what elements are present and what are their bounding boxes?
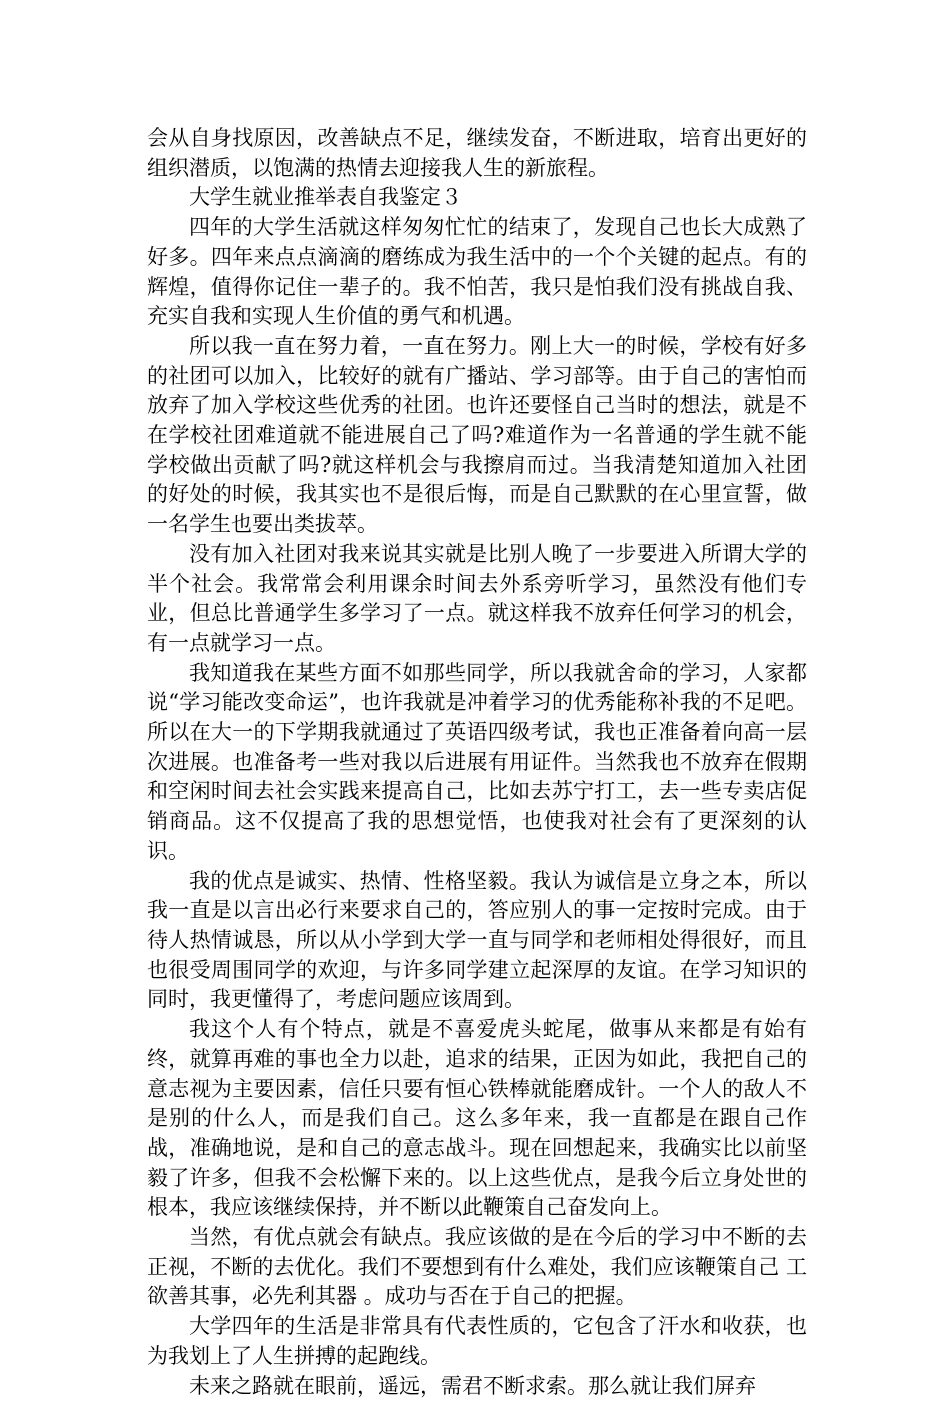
paragraph: 所以我一直在努力着，一直在努力。刚上大一的时候，学校有好多的社团可以加入，比较好的就有广播站、学习部等。由于自己的害怕而放弃了加入学校这些优秀的社团。也许还要怪自己当时的想法，就是不在学校社团难道就不能进展自己了吗?难道作为一名普通的学生就不能学校做出贡献了吗?就这样机会与我擦肩而过。当我清楚知道加入社团的好处的时候，我其实也不是很后悔，而是自己默默的在心里宣誓，做一名学生也要出类拔萃。 <box>147 333 807 537</box>
document-body <box>147 124 807 1401</box>
paragraph: 没有加入社团对我来说其实就是比别人晚了一步要进入所谓大学的半个社会。我常常会利用课余时间去外系旁听学习，虽然没有他们专业，但总比普通学生多学习了一点。就这样我不放弃任何学习的机会，有一点就学习一点。 <box>147 541 807 655</box>
paragraph-continuation: 会从自身找原因，改善缺点不足，继续发奋，不断进取，培育出更好的组织潜质，以饱满的热情去迎接我人生的新旅程。 <box>147 126 807 180</box>
paragraph: 我这个人有个特点，就是不喜爱虎头蛇尾，做事从来都是有始有终，就算再难的事也全力以赴，追求的结果，正因为如此，我把自己的意志视为主要因素，信任只要有恒心铁棒就能磨成针。一个人的敌人不是别的什么人，而是我们自己。这么多年来，我一直都是在跟自己作战，准确地说，是和自己的意志战斗。现在回想起来，我确实比以前坚毅了许多，但我不会松懈下来的。以上这些优点，是我今后立身处世的根本，我应该继续保持，并不断以此鞭策自己奋发向上。 <box>147 1017 807 1220</box>
paragraph: 大学四年的生活是非常具有代表性质的，它包含了汗水和收获，也为我划上了人生拼搏的起跑线。 <box>147 1314 807 1368</box>
paragraph-truncated: 未来之路就在眼前，遥远，需君不断求索。那么就让我们屏弃 <box>189 1373 756 1398</box>
section-heading: 大学生就业推举表自我鉴定３ <box>189 185 462 210</box>
paragraph: 我知道我在某些方面不如那些同学，所以我就舍命的学习，人家都说“学习能改变命运”，也许我就是冲着学习的优秀能称补我的不足吧。所以在大一的下学期我就通过了英语四级考试，我也正准备着向高一层次进展。也准备考一些对我以后进展有用证件。当然我也不放弃在假期和空闲时间去社会实践来提高自己，比如去苏宁打工，去一些专卖店促销商品。这不仅提高了我的思想觉悟，也使我对社会有了更深刻的认识。 <box>147 660 807 863</box>
paragraph: 四年的大学生活就这样匆匆忙忙的结束了，发现自己也长大成熟了好多。四年来点点滴滴的磨练成为我生活中的一个个关键的起点。有的辉煌，值得你记住一辈子的。我不怕苦，我只是怕我们没有挑战自我、充实自我和实现人生价值的勇气和机遇。 <box>147 215 807 329</box>
paragraph: 我的优点是诚实、热情、性格坚毅。我认为诚信是立身之本，所以我一直是以言出必行来要求自己的，答应别人的事一定按时完成。由于待人热情诚恳，所以从小学到大学一直与同学和老师相处得很好，而且也很受周围同学的欢迎，与许多同学建立起深厚的友谊。在学习知识的同时，我更懂得了，考虑问题应该周到。 <box>147 868 807 1012</box>
paragraph: 当然，有优点就会有缺点。我应该做的是在今后的学习中不断的去正视，不断的去优化。我们不要想到有什么难处，我们应该鞭策自己 工欲善其事，必先利其器 。成功与否在于自己的把握。 <box>147 1225 807 1309</box>
